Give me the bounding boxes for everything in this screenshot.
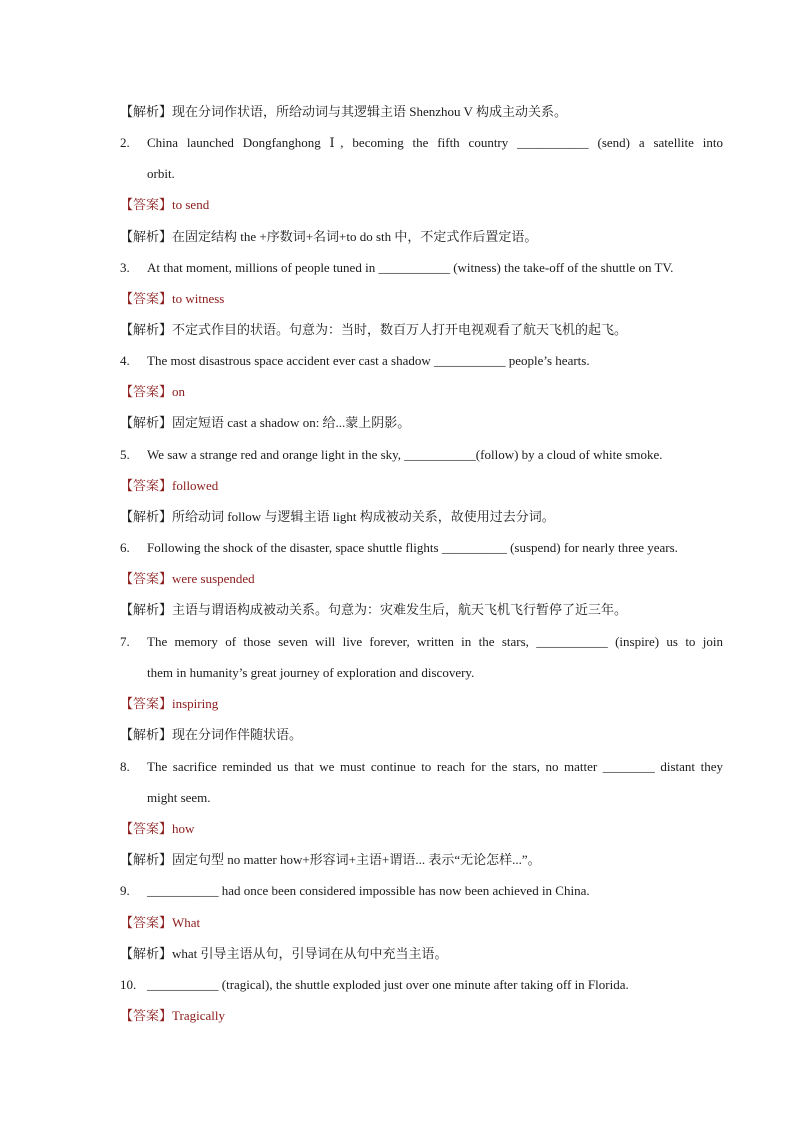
analysis-1: 【解析】现在分词作状语，所给动词与其逻辑主语 Shenzhou V 构成主动关系。 — [120, 104, 567, 119]
answer-3: 【答案】to witness — [120, 291, 225, 306]
question-number: 8. — [120, 759, 130, 774]
answer-8: 【答案】how — [120, 821, 195, 836]
answer-9: 【答案】What — [120, 915, 201, 930]
analysis-2: 【解析】在固定结构 the +序数词+名词+to do sth 中，不定式作后置定语。 — [120, 229, 538, 244]
question-number: 10. — [120, 977, 137, 992]
question-number: 7. — [120, 634, 130, 649]
question-3: 3. At that moment, millions of people tuned in ___________ (witness) the take-off of the shuttle on TV. — [120, 260, 674, 275]
analysis-9: 【解析】what 引导主语从句，引导词在从句中充当主语。 — [120, 946, 448, 961]
answer-10: 【答案】Tragically — [120, 1008, 225, 1023]
analysis-3: 【解析】不定式作目的状语。句意为：当时，数百万人打开电视观看了航天飞机的起飞。 — [120, 322, 628, 337]
analysis-4: 【解析】固定短语 cast a shadow on: 给...蒙上阴影。 — [120, 415, 411, 430]
question-number: 5. — [120, 447, 130, 462]
question-8-continued: might seem. — [147, 790, 211, 805]
analysis-7: 【解析】现在分词作伴随状语。 — [120, 727, 303, 742]
question-9: 9. ___________ had once been considered impossible has now been achieved in China. — [120, 883, 590, 898]
question-10: 10. ___________ (tragical), the shuttle exploded just over one minute after taking off in Florida. — [120, 977, 629, 992]
question-2: 2. China launched Dongfanghong Ⅰ, becoming the fifth country ___________ (send) a satellite into — [120, 135, 723, 150]
question-4: 4. The most disastrous space accident ever cast a shadow ___________ people’s hearts. — [120, 353, 590, 368]
question-number: 6. — [120, 540, 130, 555]
analysis-6: 【解析】主语与谓语构成被动关系。句意为：灾难发生后，航天飞机飞行暂停了近三年。 — [120, 602, 628, 617]
question-number: 3. — [120, 260, 130, 275]
question-5: 5. We saw a strange red and orange light in the sky, ___________(follow) by a cloud of white smoke. — [120, 447, 663, 462]
question-6: 6. Following the shock of the disaster, space shuttle flights __________ (suspend) for nearly three years. — [120, 540, 678, 555]
question-2-continued: orbit. — [147, 166, 175, 181]
analysis-8: 【解析】固定句型 no matter how+形容词+主语+谓语... 表示“无论怎样...”。 — [120, 852, 541, 867]
answer-2: 【答案】to send — [120, 197, 210, 212]
question-7: 7. The memory of those seven will live forever, written in the stars, ___________ (inspire) us to join — [120, 634, 723, 649]
question-7-continued: them in humanity’s great journey of exploration and discovery. — [147, 665, 475, 680]
answer-7: 【答案】inspiring — [120, 696, 219, 711]
answer-5: 【答案】followed — [120, 478, 219, 493]
analysis-5: 【解析】所给动词 follow 与逻辑主语 light 构成被动关系，故使用过去分词。 — [120, 509, 555, 524]
question-number: 2. — [120, 135, 130, 150]
answer-4: 【答案】on — [120, 384, 186, 399]
question-number: 9. — [120, 883, 130, 898]
question-8: 8. The sacrifice reminded us that we must continue to reach for the stars, no matter ________ distant they — [120, 759, 723, 774]
question-number: 4. — [120, 353, 130, 368]
answer-6: 【答案】were suspended — [120, 571, 255, 586]
